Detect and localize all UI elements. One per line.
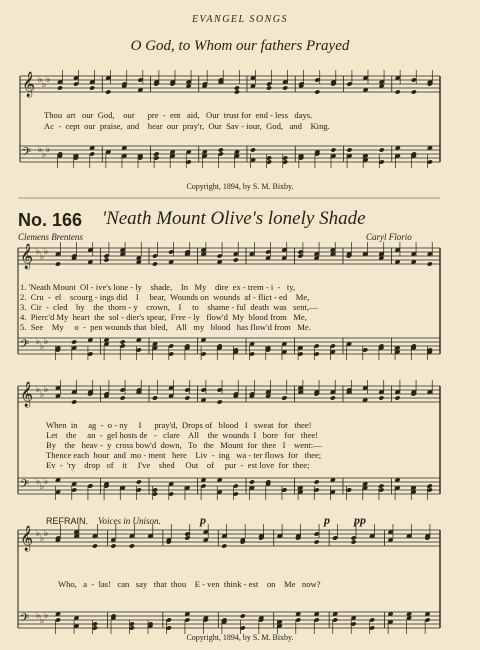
bass-clef-icon: 𝄢 xyxy=(20,338,30,354)
flat-sign-icon: ♭ xyxy=(36,611,41,621)
verse-a-line-5: 5. See My o - pen wounds that bled, All my blood has flow'd from Me. xyxy=(20,322,311,332)
treble-clef-icon: 𝄞 xyxy=(20,526,34,551)
note-head xyxy=(427,261,433,266)
verse-a-line-2: 2. Cru - el scourg - ings did I bear, Wounds on wounds af - flict - ed Me, xyxy=(20,292,310,302)
note-head xyxy=(266,85,272,90)
note-head xyxy=(136,479,142,484)
note-head xyxy=(233,257,239,262)
top-verse-line-1: Thou art our God, our pre - ent aid, Our trust for end - less days. xyxy=(44,110,313,120)
note-head xyxy=(129,543,135,548)
flat-sign-icon: ♭ xyxy=(36,337,41,347)
note-head xyxy=(282,85,288,90)
flat-sign-icon: ♭ xyxy=(44,611,49,621)
note-head xyxy=(346,147,352,152)
note-head xyxy=(330,395,336,400)
flat-sign-icon: ♭ xyxy=(42,150,47,160)
flat-sign-icon: ♭ xyxy=(36,247,41,257)
note-head xyxy=(218,147,224,152)
note-head xyxy=(57,85,63,90)
running-head: EVANGEL SONGS xyxy=(191,14,289,25)
note-head xyxy=(184,395,190,400)
note-head xyxy=(152,395,158,400)
flat-sign-icon: ♭ xyxy=(40,252,45,262)
bass-clef-icon: 𝄢 xyxy=(22,146,32,162)
verse-a-line-1: 1. 'Neath Mount Ol - ive's lone - ly shade, In My dire ex - trem - i - ty, xyxy=(20,282,296,292)
flat-sign-icon: ♭ xyxy=(40,342,45,352)
flat-sign-icon: ♭ xyxy=(44,529,49,539)
flat-sign-icon: ♭ xyxy=(36,477,41,487)
note-head xyxy=(103,257,109,262)
refrain-voices: Voices in Unison. xyxy=(98,516,161,526)
note-head xyxy=(92,543,98,548)
flat-sign-icon: ♭ xyxy=(46,75,51,85)
bass-clef-icon: 𝄢 xyxy=(20,478,30,494)
flat-sign-icon: ♭ xyxy=(40,390,45,400)
note-head xyxy=(217,399,223,404)
bass-clef-icon: 𝄢 xyxy=(20,612,30,628)
copyright-top: Copyright, 1894, by S. M. Bixby. xyxy=(186,182,294,191)
note-head xyxy=(110,543,116,548)
flat-sign-icon: ♭ xyxy=(36,529,41,539)
flat-sign-icon: ♭ xyxy=(38,145,43,155)
note-head xyxy=(351,539,357,544)
copyright-bottom: Copyright, 1894, by S. M. Bixby. xyxy=(186,633,294,642)
composer-credit: Caryl Florio xyxy=(366,232,412,242)
flat-sign-icon: ♭ xyxy=(44,337,49,347)
flat-sign-icon: ♭ xyxy=(36,385,41,395)
dynamic-marking-p-2: p xyxy=(324,513,330,527)
verse-a-line-3: 3. Cir - cled by the thorn - y crown, I to shame - ful death was sent,— xyxy=(20,302,318,312)
verse-b-line-5: Ev - 'ry drop of it I've shed Out of pur - est love for thee; xyxy=(46,460,310,470)
note-head xyxy=(120,339,126,344)
note-head xyxy=(411,89,417,94)
flat-sign-icon: ♭ xyxy=(44,247,49,257)
note-head xyxy=(281,395,287,400)
note-head xyxy=(234,89,240,94)
dynamic-marking-p: p xyxy=(200,513,206,527)
note-head xyxy=(330,147,336,152)
verse-b-line-4: Thence each hour and mo - ment here Liv - ing wa - ter flows for thee; xyxy=(46,450,322,460)
dynamic-marking-pp: pp xyxy=(354,513,366,527)
hymn-number: No. 166 xyxy=(18,210,83,230)
flat-sign-icon: ♭ xyxy=(38,75,43,85)
treble-clef-icon: 𝄞 xyxy=(20,382,34,407)
note-head xyxy=(249,479,255,484)
verse-b-line-1: When in ag - o - ny I pray'd, Drops of blood I sweat for thee! xyxy=(46,420,312,430)
note-head xyxy=(314,479,320,484)
refrain-lyric: Who, a - las! can say that thou E - ven think - est on Me now? xyxy=(58,579,321,589)
refrain-label: REFRAIN. xyxy=(46,516,89,526)
verse-a-line-4: 4. Pierc'd My heart the sol - dier's spear, Free - ly flow'd My blood from Me, xyxy=(20,312,307,322)
note-head xyxy=(378,395,384,400)
note-head xyxy=(55,261,61,266)
note-head xyxy=(71,399,77,404)
author-credit: Clemens Brentens xyxy=(18,232,83,242)
note-head xyxy=(394,395,400,400)
flat-sign-icon: ♭ xyxy=(44,477,49,487)
note-head xyxy=(250,147,256,152)
hymn-title-top: O God, to Whom our fathers Prayed xyxy=(130,38,350,54)
note-head xyxy=(152,261,158,266)
flat-sign-icon: ♭ xyxy=(40,482,45,492)
hymn-title: 'Neath Mount Olive's lonely Shade xyxy=(102,208,366,229)
treble-clef-icon: 𝄞 xyxy=(20,244,34,269)
verse-b-line-3: By the heav - y cross bow'd down, To the Mount for thee I went:— xyxy=(46,440,322,450)
note-head xyxy=(395,89,401,94)
flat-sign-icon: ♭ xyxy=(40,616,45,626)
flat-sign-icon: ♭ xyxy=(42,80,47,90)
note-head xyxy=(105,89,111,94)
flat-sign-icon: ♭ xyxy=(40,534,45,544)
note-head xyxy=(379,147,385,152)
note-head xyxy=(120,395,126,400)
note-head xyxy=(234,85,240,90)
treble-clef-icon: 𝄞 xyxy=(22,72,36,97)
note-head xyxy=(314,89,320,94)
note-head xyxy=(314,539,320,544)
note-head xyxy=(221,543,227,548)
flat-sign-icon: ♭ xyxy=(44,385,49,395)
top-verse-line-2: Ac - cept our praise, and hear our pray'r, Our Sav - iour, God, and King. xyxy=(44,121,330,131)
verse-b-line-2: Let the an - gel hosts de - clare All the wounds I bore for thee! xyxy=(46,430,319,440)
note-head xyxy=(71,339,77,344)
note-head xyxy=(240,613,246,618)
note-head xyxy=(89,85,95,90)
flat-sign-icon: ♭ xyxy=(46,145,51,155)
